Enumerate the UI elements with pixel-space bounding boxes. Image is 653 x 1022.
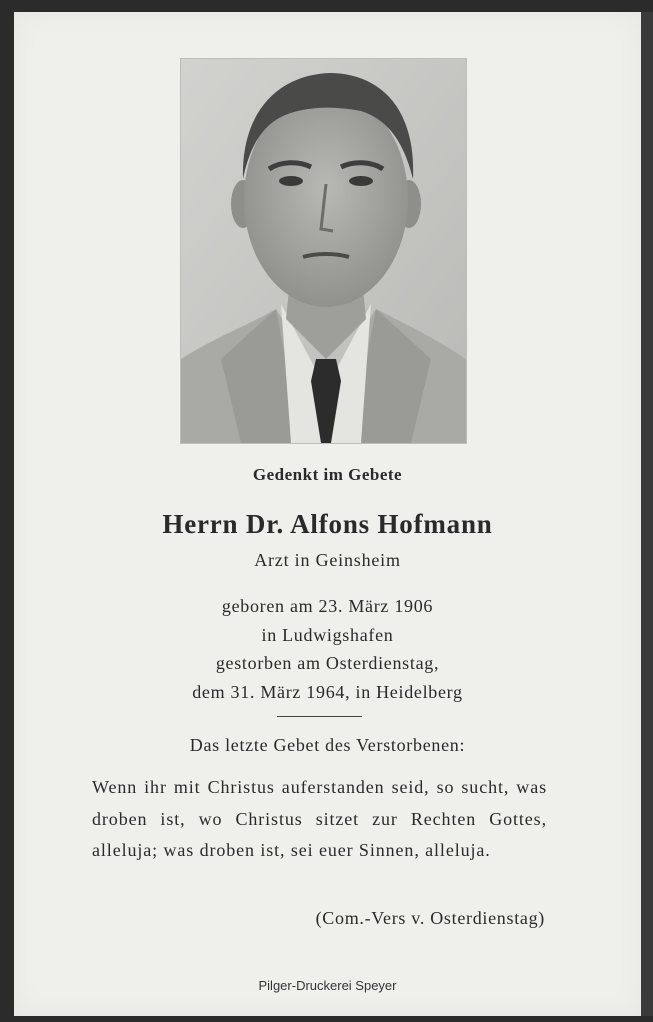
- card-heading: Gedenkt im Gebete: [252, 465, 403, 484]
- portrait-photo: [180, 58, 467, 444]
- memorial-card: [14, 12, 641, 1016]
- bio-line: gestorben am Osterdienstag,: [215, 653, 440, 673]
- prayer-title: Das letzte Gebet des Verstorbenen:: [189, 735, 466, 755]
- bio-line: geboren am 23. März 1906: [221, 596, 434, 616]
- divider-rule: [277, 716, 362, 717]
- printer-credit: Pilger-Druckerei Speyer: [258, 978, 397, 993]
- deceased-role: Arzt in Geinsheim: [254, 550, 401, 570]
- bio-line: in Ludwigshafen: [261, 624, 394, 645]
- prayer-source: (Com.-Vers v. Osterdienstag): [315, 908, 545, 928]
- scan-edge: [641, 12, 653, 1016]
- prayer-text: Wenn ihr mit Christus auferstanden seid, so sucht, was droben ist, wo Christus sitzet zur Rechten Gottes, alleluja; was droben ist, sei euer Sinnen, alleluja.: [92, 777, 547, 860]
- bio-line: dem 31. März 1964, in Heidelberg: [192, 681, 463, 702]
- bio-block: [14, 592, 641, 706]
- deceased-name: Herrn Dr. Alfons Hofmann: [162, 509, 493, 539]
